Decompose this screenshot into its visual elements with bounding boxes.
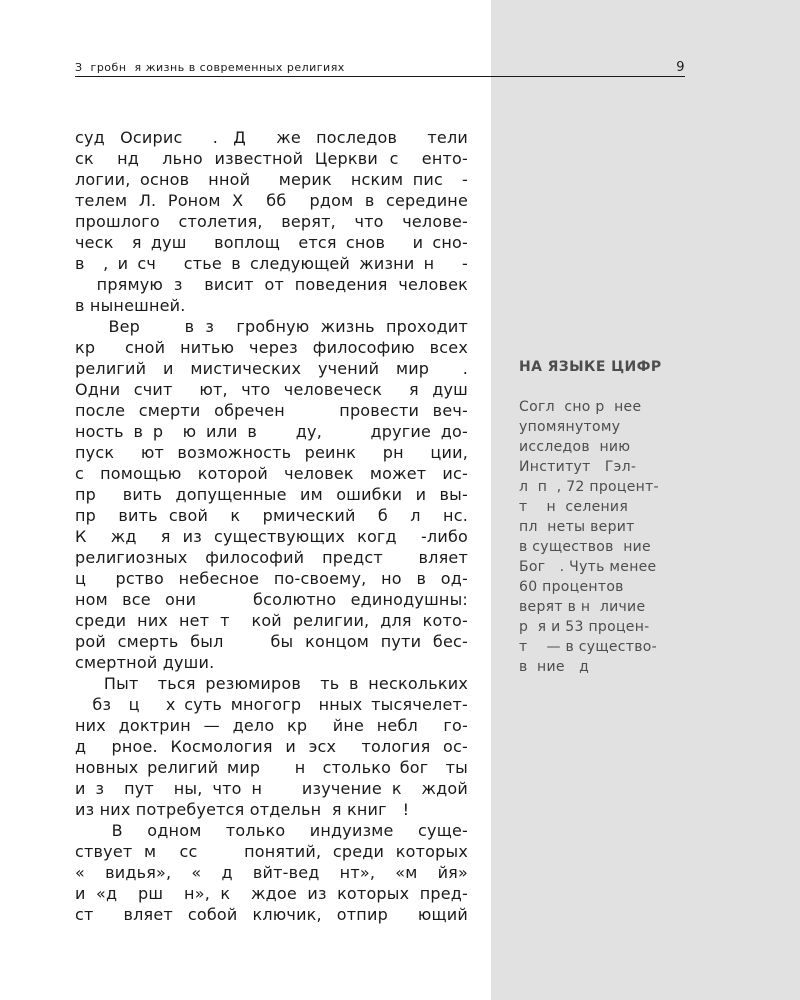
- body-line: ческ я душ воплощ ется снов и сно-: [75, 233, 468, 252]
- body-line: прошлого столетия, верят, что челове-: [75, 212, 468, 231]
- sidebar-line: л п , 72 процент-: [519, 479, 659, 495]
- sidebar-line: упомянутому: [519, 419, 621, 435]
- body-line: Вер в з гробную жизнь проходит: [75, 317, 468, 336]
- body-line: в , и сч стье в следующей жизни н -: [75, 254, 468, 273]
- body-line: пр вить допущенные им ошибки и вы-: [75, 485, 468, 504]
- body-line: пр вить свой к рмический б л нс.: [75, 506, 468, 525]
- body-line: религий и мистических учений мир .: [75, 359, 468, 378]
- running-head: [75, 60, 685, 77]
- sidebar-line: исследов нию: [519, 439, 631, 455]
- body-line: К жд я из существующих когд -либо: [75, 527, 468, 546]
- sidebar-line: р я и 53 процен-: [519, 619, 650, 635]
- body-line: прямую з висит от поведения человек: [75, 275, 468, 294]
- body-line: ствует м сс понятий, среди которых: [75, 842, 468, 861]
- sidebar-line: Согл сно р нее: [519, 399, 642, 415]
- body-line: Пыт ться резюмиров ть в нескольких: [75, 674, 468, 693]
- body-line: суд Осирис . Д же последов тели: [75, 128, 468, 147]
- body-line: из них потребуется отдельн я книг !: [75, 800, 410, 819]
- body-line: Одни счит ют, что человеческ я душ: [75, 380, 468, 399]
- main-body-text: [75, 127, 468, 925]
- body-line: телем Л. Роном Х бб рдом в середине: [75, 191, 468, 210]
- page-number: 9: [676, 60, 685, 75]
- body-line: и з пут ны, что н изучение к ждой: [75, 779, 468, 798]
- running-head-title: З гробн я жизнь в современных религиях: [75, 61, 345, 74]
- body-line: кр сной нитью через философию всех: [75, 338, 468, 357]
- body-line: ск нд льно известной Церкви с енто-: [75, 149, 468, 168]
- body-line: ц рство небесное по-своему, но в од-: [75, 569, 468, 588]
- sidebar-line: Бог . Чуть менее: [519, 559, 657, 575]
- body-line: и «д рш н», к ждое из которых пред-: [75, 884, 468, 903]
- sidebar-line: в ние д: [519, 659, 590, 675]
- body-line: логии, основ нной мерик нским пис -: [75, 170, 468, 189]
- sidebar-line: пл неты верит: [519, 519, 635, 535]
- sidebar-line: Институт Гэл-: [519, 459, 637, 475]
- body-line: религиозных философий предст вляет: [75, 548, 468, 567]
- sidebar-box: [519, 357, 684, 677]
- body-line: пуск ют возможность реинк рн ции,: [75, 443, 468, 462]
- sidebar-line: т — в существо-: [519, 639, 658, 655]
- body-line: с помощью которой человек может ис-: [75, 464, 468, 483]
- body-line: новных религий мир н столько бог ты: [75, 758, 468, 777]
- body-line: В одном только индуизме суще-: [75, 821, 468, 840]
- body-line: рой смерть был бы концом пути бес-: [75, 632, 468, 651]
- sidebar-line: в существов ние: [519, 539, 651, 555]
- body-line: ном все они бсолютно единодушны:: [75, 590, 468, 609]
- body-line: смертной души.: [75, 653, 215, 672]
- body-line: бз ц х суть многогр нных тысячелет-: [75, 695, 468, 714]
- sidebar-line: 60 процентов: [519, 579, 624, 595]
- body-line: ст вляет собой ключик, отпир ющий: [75, 905, 468, 924]
- body-line: д рное. Космология и эсх тология ос-: [75, 737, 468, 756]
- sidebar-heading: НА ЯЗЫКЕ ЦИФР: [519, 359, 662, 375]
- body-line: « видья», « д вйт-вед нт», «м йя»: [75, 863, 468, 882]
- body-line: ность в р ю или в ду, другие до-: [75, 422, 468, 441]
- body-line: них доктрин — дело кр йне небл го-: [75, 716, 468, 735]
- sidebar-line: т н селения: [519, 499, 629, 515]
- body-line: в нынешней.: [75, 296, 186, 315]
- sidebar-line: верят в н личие: [519, 599, 646, 615]
- body-line: среди них нет т кой религии, для кото-: [75, 611, 468, 630]
- body-line: после смерти обречен провести веч-: [75, 401, 468, 420]
- sidebar-text: [519, 397, 684, 677]
